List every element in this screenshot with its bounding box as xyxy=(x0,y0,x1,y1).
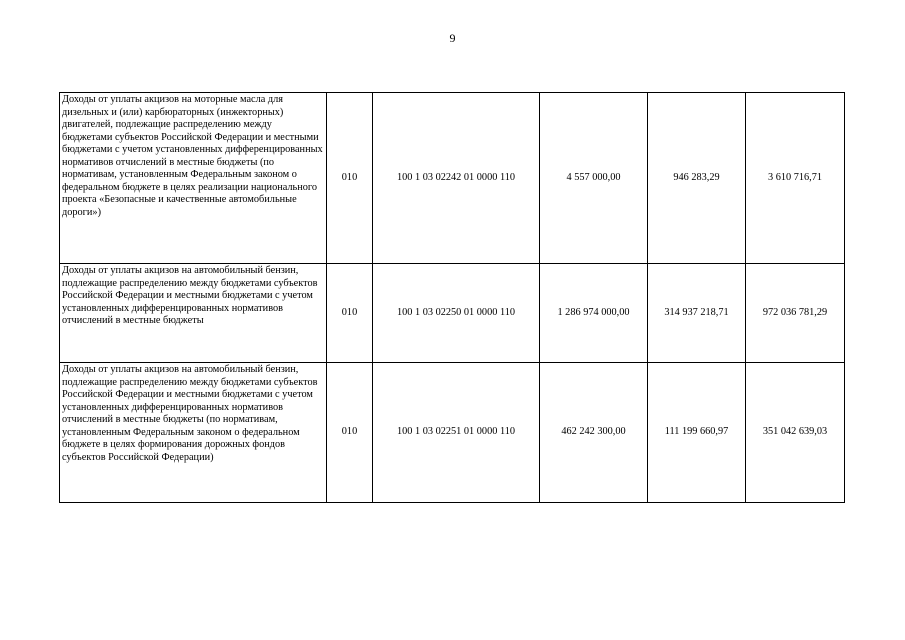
table-row xyxy=(60,264,845,363)
unexecuted-amount-cell: 972 036 781,29 xyxy=(746,264,845,363)
unexecuted-amount-cell: 3 610 716,71 xyxy=(746,93,845,264)
budget-code-cell: 100 1 03 02250 01 0000 110 xyxy=(373,264,540,363)
approved-amount-cell: 4 557 000,00 xyxy=(540,93,648,264)
budget-code-cell: 100 1 03 02251 01 0000 110 xyxy=(373,363,540,503)
approved-amount-cell: 462 242 300,00 xyxy=(540,363,648,503)
revenue-table xyxy=(59,92,845,503)
income-name-cell: Доходы от уплаты акцизов на автомобильный бензин, подлежащие распределению между бюджетами субъектов Российской Федерации и местными бюджетами с учетом установленных дифференцированных нормативов отчислений в местные бюджеты (по нормативам, установленным Федеральным законом о федеральном бюджете в целях формирования дорожных фондов субъектов Российской Федерации) xyxy=(60,363,327,503)
budget-code-cell: 100 1 03 02242 01 0000 110 xyxy=(373,93,540,264)
unexecuted-amount-cell: 351 042 639,03 xyxy=(746,363,845,503)
line-code-cell: 010 xyxy=(327,264,373,363)
executed-amount-cell: 946 283,29 xyxy=(648,93,746,264)
approved-amount-cell: 1 286 974 000,00 xyxy=(540,264,648,363)
line-code-cell: 010 xyxy=(327,363,373,503)
table-row xyxy=(60,363,845,503)
page-number: 9 xyxy=(449,31,456,45)
line-code-cell: 010 xyxy=(327,93,373,264)
income-name-cell: Доходы от уплаты акцизов на автомобильный бензин, подлежащие распределению между бюджетами субъектов Российской Федерации и местными бюджетами с учетом установленных дифференцированных нормативов отчислений в местные бюджеты xyxy=(60,264,327,363)
income-name-cell: Доходы от уплаты акцизов на моторные масла для дизельных и (или) карбюраторных (инжекторных) двигателей, подлежащие распределению между бюджетами субъектов Российской Федерации и местными бюджетами с учетом установленных дифференцированных нормативов отчислений в местные бюджеты (по нормативам, установленным Федеральным законом о федеральном бюджете в целях реализации национального проекта «Безопасные и качественные автомобильные дороги») xyxy=(60,93,327,264)
executed-amount-cell: 111 199 660,97 xyxy=(648,363,746,503)
executed-amount-cell: 314 937 218,71 xyxy=(648,264,746,363)
table-row xyxy=(60,93,845,264)
